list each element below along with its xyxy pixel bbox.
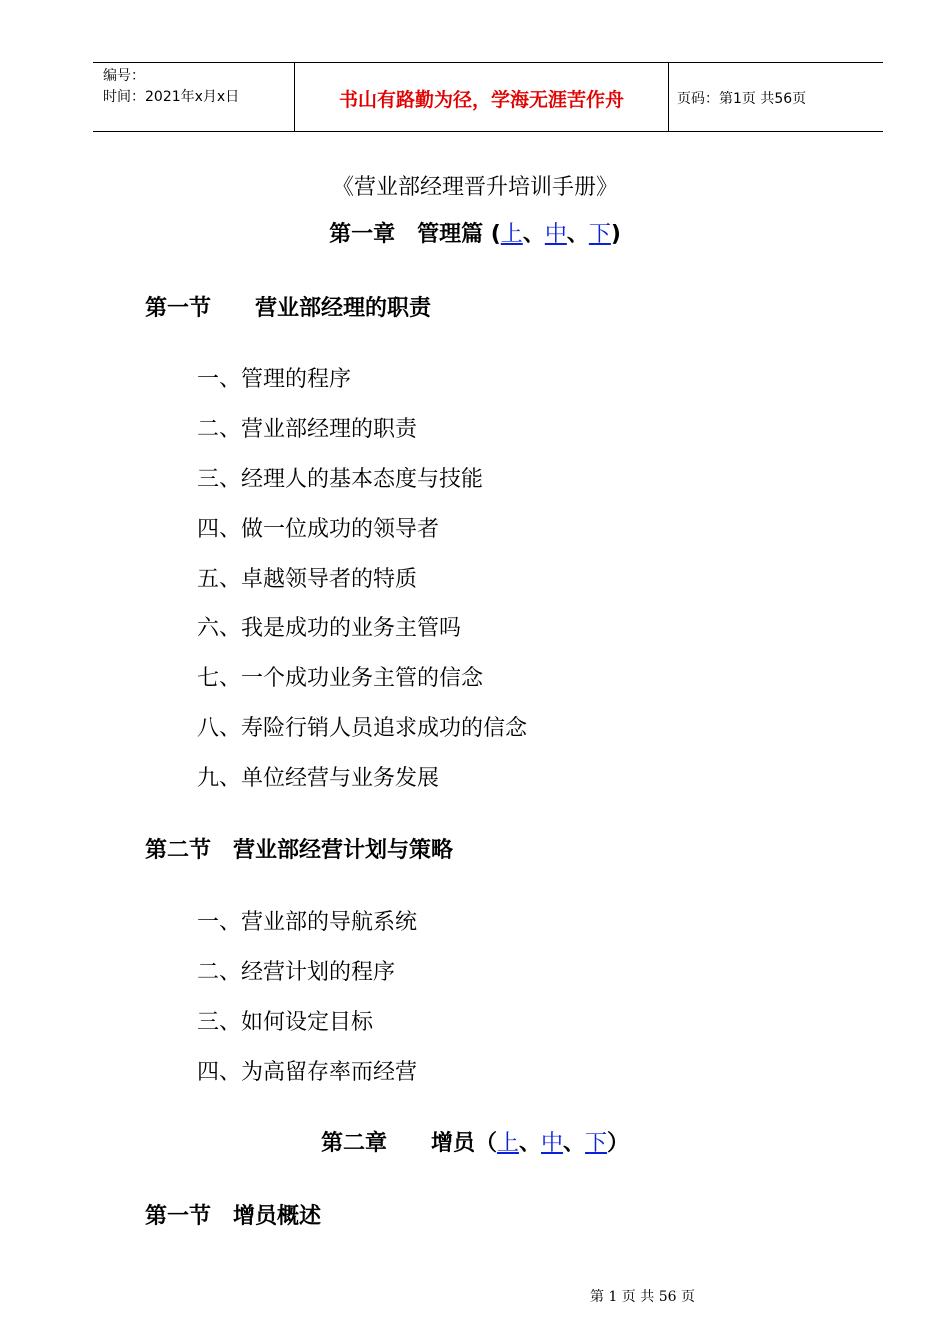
- chapter-paren-open: （: [474, 1131, 497, 1156]
- chapter-separator: 、: [566, 222, 589, 247]
- chapter-link-mid[interactable]: 中: [544, 222, 567, 247]
- chapter-link-up[interactable]: 上: [500, 222, 523, 247]
- list-item: 七、一个成功业务主管的信念: [197, 666, 484, 691]
- list-item: 六、我是成功的业务主管吗: [197, 616, 462, 641]
- chapter-separator: 、: [563, 1131, 586, 1156]
- list-item: 三、经理人的基本态度与技能: [197, 467, 484, 492]
- number-label: 编号：: [103, 68, 145, 84]
- list-item: 五、卓越领导者的特质: [197, 567, 418, 592]
- chapter-link-down[interactable]: 下: [588, 222, 611, 247]
- chapter-paren-close: ）: [607, 1131, 630, 1156]
- header-page-info: 页码：第1页 共56页: [677, 91, 807, 107]
- time-label: 时间：2021年x月x日: [103, 89, 240, 105]
- list-item: 四、做一位成功的领导者: [197, 517, 440, 542]
- chapter-heading: [0, 1126, 950, 1157]
- header-meta: [103, 66, 239, 108]
- page-footer: 第 1 页 共 56 页: [590, 1289, 695, 1305]
- list-item: 四、为高留存率而经营: [197, 1060, 418, 1085]
- section-heading: 第二节 营业部经营计划与策略: [145, 838, 454, 863]
- list-item: 二、经营计划的程序: [197, 960, 396, 985]
- list-item: 一、营业部的导航系统: [197, 910, 418, 935]
- chapter-paren-open: (: [483, 222, 501, 247]
- list-item: 九、单位经营与业务发展: [197, 766, 440, 791]
- chapter-title: 第一章 管理篇: [329, 222, 484, 247]
- chapter-link-down[interactable]: 下: [585, 1131, 608, 1156]
- list-item: 三、如何设定目标: [197, 1010, 374, 1035]
- chapter-paren-close: ): [610, 222, 621, 247]
- chapter-link-up[interactable]: 上: [496, 1131, 519, 1156]
- chapter-heading: [0, 217, 950, 248]
- list-item: 一、管理的程序: [197, 367, 352, 392]
- chapter-separator: 、: [522, 222, 545, 247]
- document-title: 《营业部经理晋升培训手册》: [331, 175, 618, 200]
- header-divider: [668, 63, 669, 131]
- chapter-separator: 、: [518, 1131, 541, 1156]
- page-header: [93, 62, 883, 132]
- list-item: 二、营业部经理的职责: [197, 417, 418, 442]
- section-heading: 第一节 增员概述: [145, 1204, 322, 1229]
- section-heading: 第一节 营业部经理的职责: [145, 296, 432, 321]
- chapter-link-mid[interactable]: 中: [541, 1131, 564, 1156]
- list-item: 八、寿险行销人员追求成功的信念: [197, 716, 528, 741]
- header-motto: 书山有路勤为径，学海无涯苦作舟: [338, 89, 624, 111]
- chapter-title: 第二章 增员: [320, 1131, 475, 1156]
